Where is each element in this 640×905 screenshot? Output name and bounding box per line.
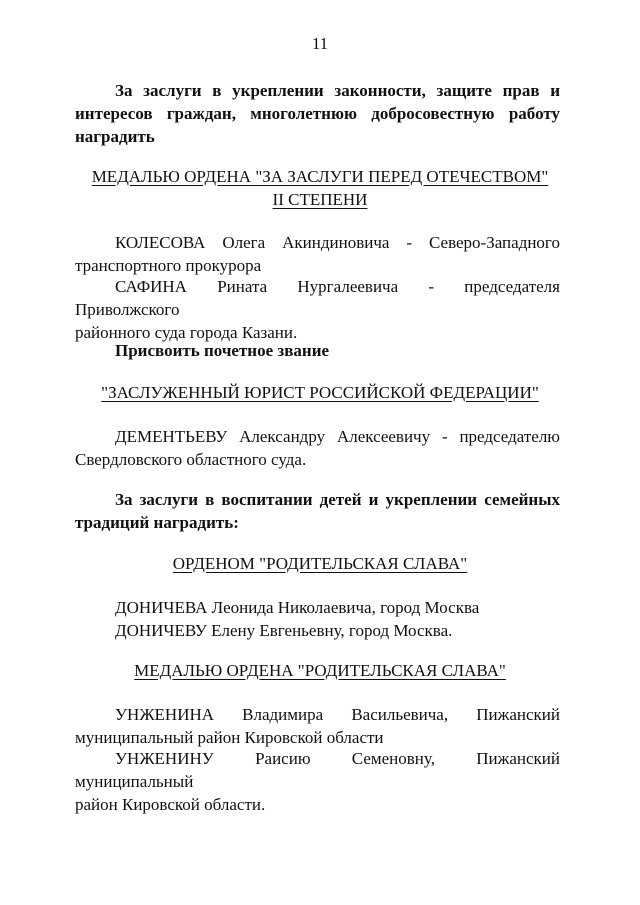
section4-person1 <box>75 703 560 749</box>
section1-person1-line2: транспортного прокурора <box>75 256 262 275</box>
section3-person1: ДОНИЧЕВА Леонида Николаевича, город Москва <box>115 598 480 617</box>
section3-intro-line1: За заслуги в воспитании детей и укреплении семейных <box>115 490 560 509</box>
section2-title-heading <box>0 381 640 404</box>
section3-intro <box>75 488 560 534</box>
section1-intro-line2: интересов граждан, многолетнюю добросовестную работу <box>75 104 560 123</box>
section4-award: МЕДАЛЬЮ ОРДЕНА "РОДИТЕЛЬСКАЯ СЛАВА" <box>134 661 506 680</box>
section4-person1-line1: УНЖЕНИНА Владимира Васильевича, Пижанский <box>115 705 560 724</box>
section1-intro-line1: За заслуги в укреплении законности, защите прав и <box>115 81 560 100</box>
section1-person1 <box>75 231 560 277</box>
section4-person2-line1: УНЖЕНИНУ Раисию Семеновну, Пижанский муниципальный <box>75 749 560 791</box>
page-number: 11 <box>311 34 329 53</box>
section1-person2-line1: САФИНА Рината Нургалеевича - председателя Приволжского <box>75 277 560 319</box>
section1-person1-line1: КОЛЕСОВА Олега Акиндиновича - Северо-Западного <box>115 233 560 252</box>
section2-intro <box>75 339 560 362</box>
section4-person2-line2: район Кировской области. <box>75 795 266 814</box>
section4-award-heading <box>0 659 640 682</box>
section3-persons <box>75 596 560 642</box>
section2-person1 <box>75 425 560 471</box>
section1-award-heading <box>0 165 640 211</box>
section2-title: "ЗАСЛУЖЕННЫЙ ЮРИСТ РОССИЙСКОЙ ФЕДЕРАЦИИ" <box>101 383 539 402</box>
section4-person2 <box>75 747 560 816</box>
section3-intro-line2: традиций наградить: <box>75 513 239 532</box>
section3-award: ОРДЕНОМ "РОДИТЕЛЬСКАЯ СЛАВА" <box>172 554 468 573</box>
section2-person1-line1: ДЕМЕНТЬЕВУ Александру Алексеевичу - председателю <box>115 427 560 446</box>
section3-person2: ДОНИЧЕВУ Елену Евгеньевну, город Москва. <box>115 621 453 640</box>
section1-award-line1: МЕДАЛЬЮ ОРДЕНА "ЗА ЗАСЛУГИ ПЕРЕД ОТЕЧЕСТВОМ" <box>91 167 549 186</box>
section4-person1-line2: муниципальный район Кировской области <box>75 728 384 747</box>
section2-person1-line2: Свердловского областного суда. <box>75 450 307 469</box>
section1-person2 <box>75 275 560 344</box>
section1-person2-line2: районного суда города Казани. <box>75 323 298 342</box>
section2-intro-text: Присвоить почетное звание <box>115 341 330 360</box>
section3-award-heading <box>0 552 640 575</box>
section1-intro <box>75 79 560 148</box>
section1-award-line2: II СТЕПЕНИ <box>272 190 368 209</box>
section1-intro-line3: наградить <box>75 127 155 146</box>
